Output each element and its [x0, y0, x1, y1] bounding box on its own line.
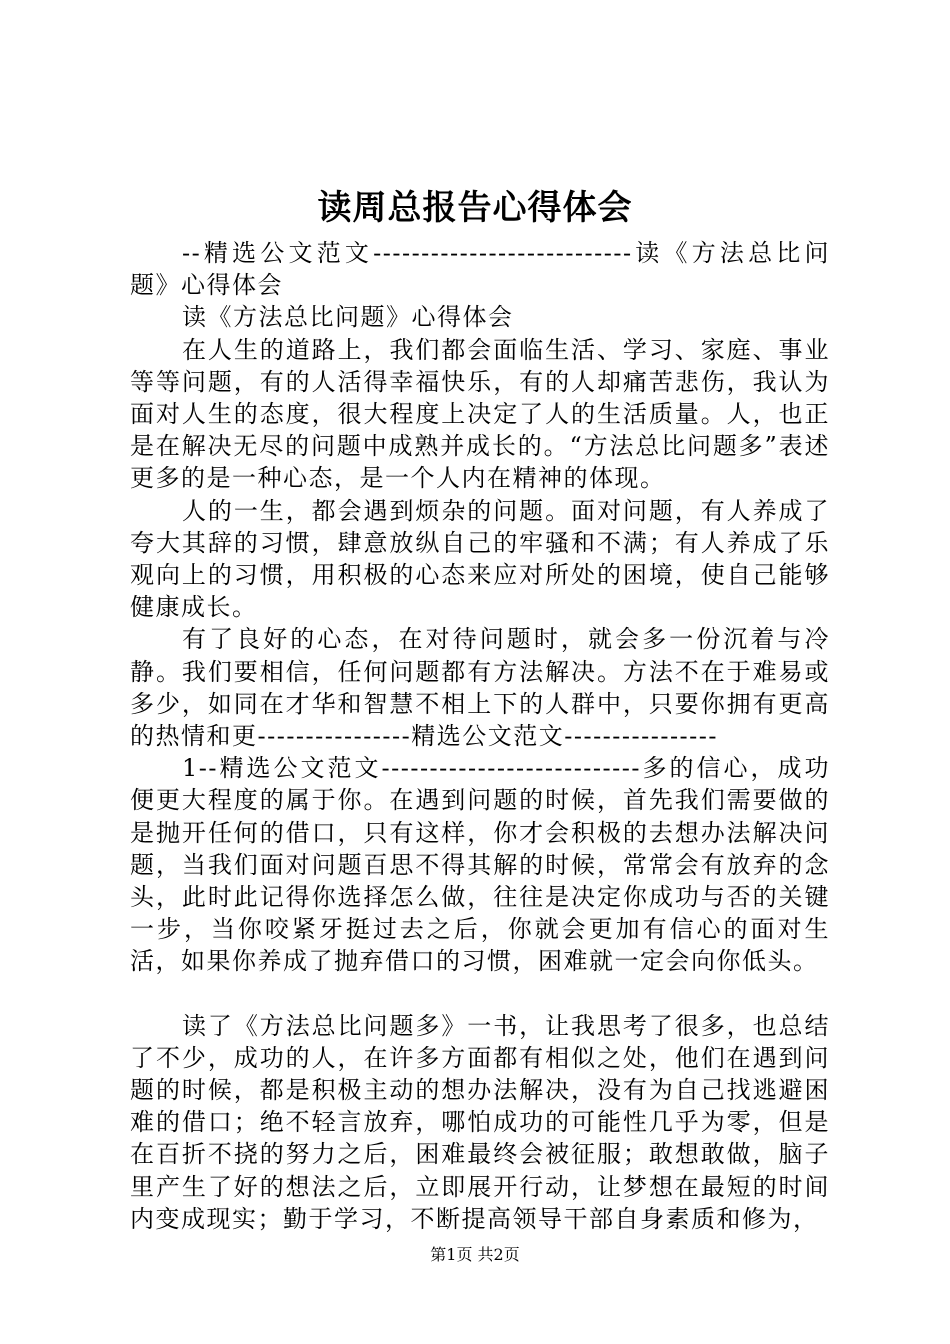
- document-title: 读周总报告心得体会: [317, 188, 633, 228]
- paragraph-1: 在人生的道路上，我们都会面临生活、学习、家庭、事业等等问题，有的人活得幸福快乐，有的人却痛苦悲伤，我认为面对人生的态度，很大程度上决定了人的生活质量。人，也正是在解决无尽的问题中成熟并成长的。“方法总比问题多”表述更多的是一种心态，是一个人内在精神的体现。: [130, 335, 830, 493]
- paragraph-5: 读了《方法总比问题多》一书，让我思考了很多，也总结了不少，成功的人，在许多方面都有相似之处，他们在遇到问题的时候，都是积极主动的想办法解决，没有为自己找逃避困难的借口；绝不轻言放弃，哪怕成功的可能性几乎为零，但是在百折不挠的努力之后，困难最终会被征服；敢想敢做，脑子里产生了好的想法之后，立即展开行动，让梦想在最短的时间内变成现实；勤于学习，不断提高领导干部自身素质和修为，: [130, 1011, 830, 1233]
- subtitle-line: 读《方法总比问题》心得体会: [182, 303, 514, 332]
- document-body: [130, 237, 830, 1235]
- page-footer: 第1页 共2页: [430, 1245, 520, 1264]
- paragraph-3: 有了良好的心态，在对待问题时，就会多一份沉着与冷静。我们要相信，任何问题都有方法解决。方法不在于难易或多少，如同在才华和智慧不相上下的人群中，只要你拥有更高的热情和更----------------精选公文范文----------------: [130, 625, 830, 751]
- header-line: --精选公文范文---------------------------读《方法总比问题》心得体会: [130, 239, 830, 300]
- paragraph-2: 人的一生，都会遇到烦杂的问题。面对问题，有人养成了夸大其辞的习惯，肆意放纵自己的牢骚和不满；有人养成了乐观向上的习惯，用积极的心态来应对所处的困境，使自己能够健康成长。: [130, 496, 830, 622]
- paragraph-4: 1--精选公文范文---------------------------多的信心，成功便更大程度的属于你。在遇到问题的时候，首先我们需要做的是抛开任何的借口，只有这样，你才会积极的去想办法解决问题，当我们面对问题百思不得其解的时候，常常会有放弃的念头，此时此记得你选择怎么做，往往是决定你成功与否的关键一步，当你咬紧牙挺过去之后，你就会更加有信心的面对生活，如果你养成了抛弃借口的习惯，困难就一定会向你低头。: [130, 754, 830, 976]
- paragraph-gap: [130, 978, 830, 1010]
